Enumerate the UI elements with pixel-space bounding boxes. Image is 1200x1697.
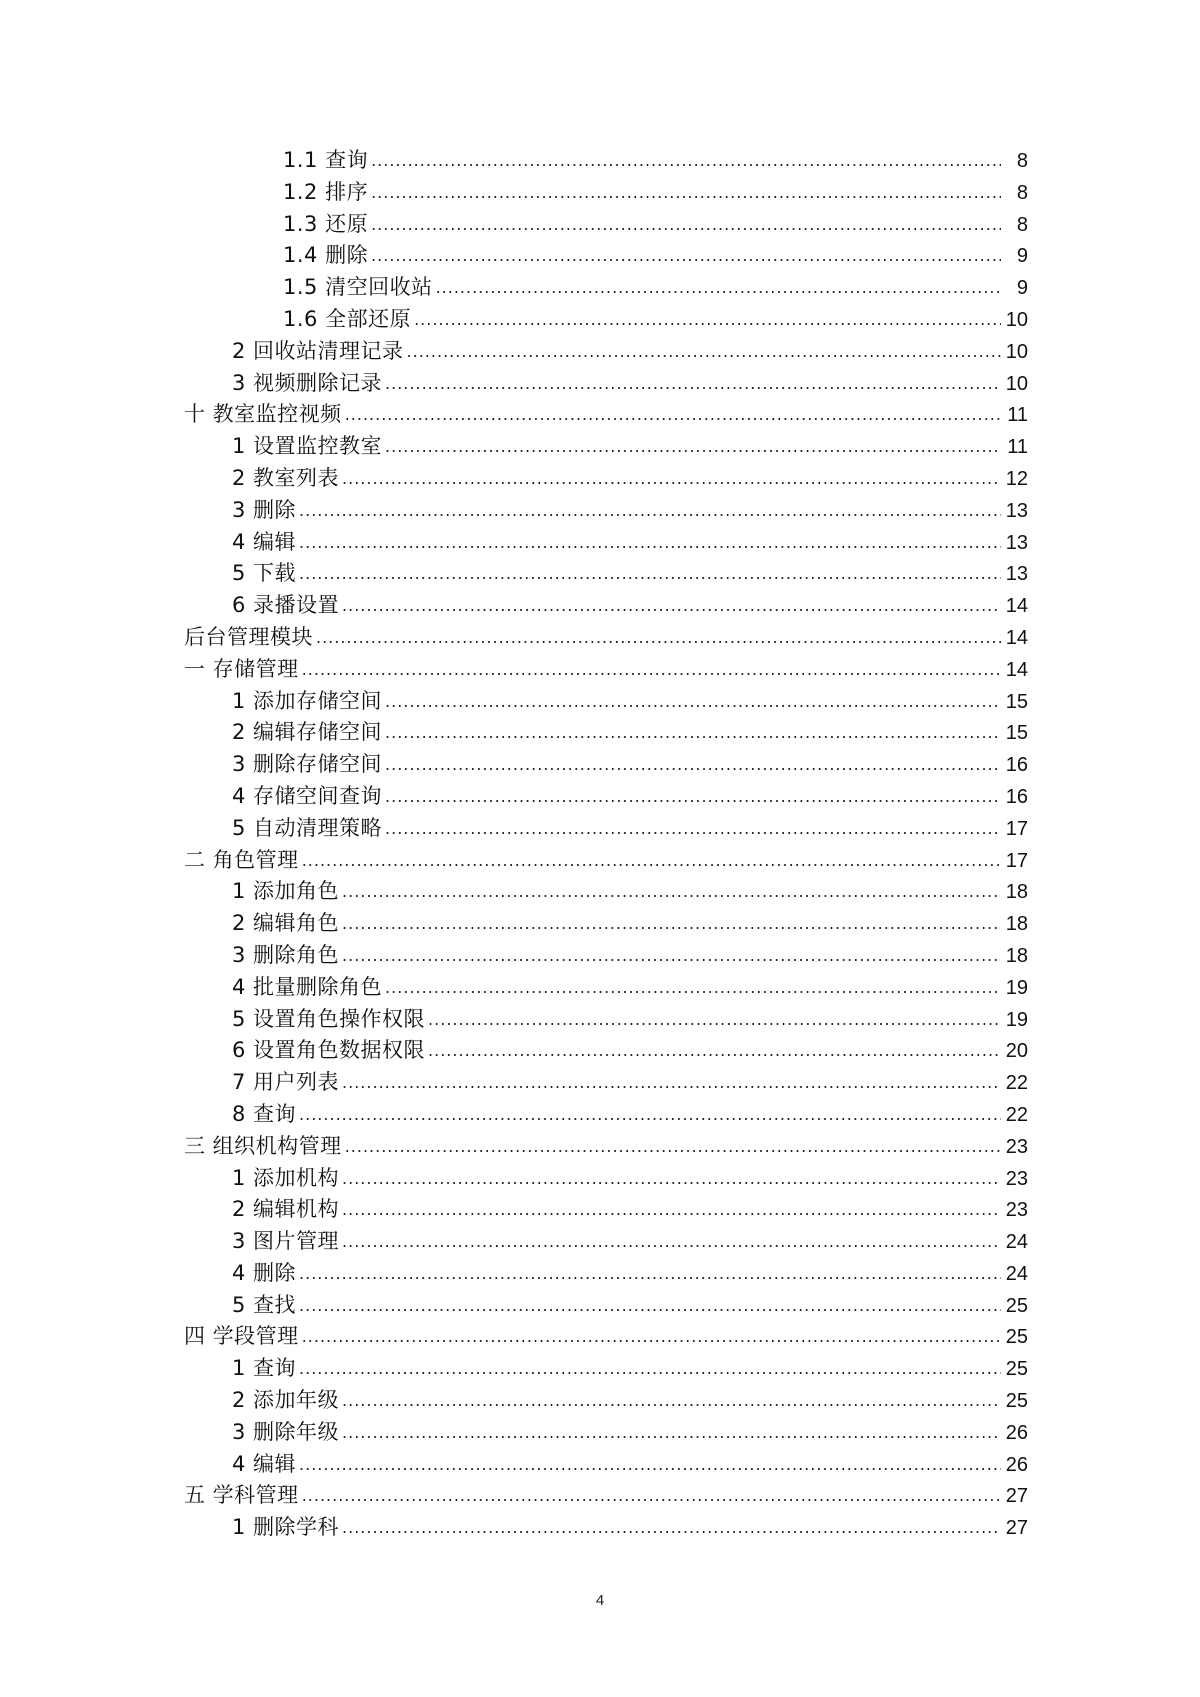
toc-entry-page-number: 25 <box>1005 1358 1028 1381</box>
toc-entry[interactable] <box>0 209 1200 241</box>
toc-entry-page-number: 10 <box>1005 308 1028 331</box>
toc-entry-page-number: 9 <box>1016 277 1028 300</box>
toc-entry-label: 五 学科管理 <box>184 1483 299 1508</box>
toc-entry-page-number: 19 <box>1005 1008 1028 1031</box>
toc-entry[interactable] <box>0 1163 1200 1195</box>
toc-dot-leader <box>342 1067 1001 1099</box>
toc-entry[interactable] <box>0 1067 1200 1099</box>
toc-dot-leader <box>342 908 1001 940</box>
toc-entry[interactable] <box>0 1099 1200 1131</box>
toc-dot-leader <box>299 1290 1001 1322</box>
toc-entry-page-number: 23 <box>1005 1135 1028 1158</box>
toc-entry-label: 3 删除角色 <box>232 942 340 967</box>
toc-entry[interactable] <box>0 813 1200 845</box>
toc-entry[interactable] <box>0 1417 1200 1449</box>
toc-entry-page-number: 11 <box>1007 436 1028 459</box>
toc-entry-page-number: 11 <box>1007 404 1028 427</box>
toc-entry[interactable] <box>0 1226 1200 1258</box>
toc-entry-page-number: 19 <box>1005 976 1028 999</box>
toc-entry[interactable] <box>0 845 1200 877</box>
toc-dot-leader <box>371 145 1001 177</box>
toc-dot-leader <box>371 177 1001 209</box>
toc-dot-leader <box>385 717 1001 749</box>
toc-dot-leader <box>299 527 1001 559</box>
toc-dot-leader <box>299 1099 1001 1131</box>
toc-entry-label: 1.3 还原 <box>283 211 369 236</box>
toc-entry-label: 8 查询 <box>232 1101 297 1126</box>
toc-entry[interactable] <box>0 1321 1200 1353</box>
toc-entry[interactable] <box>0 622 1200 654</box>
toc-entry-label: 1 添加角色 <box>232 879 340 904</box>
toc-entry-label: 一 存储管理 <box>184 656 299 681</box>
toc-entry[interactable] <box>0 1258 1200 1290</box>
toc-entry-label: 6 录播设置 <box>232 593 340 618</box>
toc-entry-page-number: 24 <box>1005 1262 1028 1285</box>
toc-dot-leader <box>436 272 1001 304</box>
toc-entry-page-number: 9 <box>1016 245 1028 268</box>
toc-dot-leader <box>299 558 1001 590</box>
toc-entry-label: 4 编辑 <box>232 529 297 554</box>
toc-entry-label: 四 学段管理 <box>184 1324 299 1349</box>
toc-entry-page-number: 26 <box>1005 1453 1028 1476</box>
toc-entry[interactable] <box>0 399 1200 431</box>
toc-entry-page-number: 17 <box>1005 849 1028 872</box>
toc-entry-page-number: 25 <box>1005 1390 1028 1413</box>
toc-entry[interactable] <box>0 145 1200 177</box>
toc-entry[interactable] <box>0 558 1200 590</box>
toc-entry-label: 5 查找 <box>232 1292 297 1317</box>
toc-entry-label: 二 角色管理 <box>184 847 299 872</box>
toc-dot-leader <box>342 1417 1001 1449</box>
toc-entry-page-number: 23 <box>1005 1167 1028 1190</box>
toc-dot-leader <box>385 813 1001 845</box>
toc-entry-label: 1 设置监控教室 <box>232 434 383 459</box>
toc-entry-label: 2 回收站清理记录 <box>232 338 404 363</box>
toc-dot-leader <box>302 1480 1001 1512</box>
toc-entry[interactable] <box>0 1004 1200 1036</box>
toc-entry[interactable] <box>0 240 1200 272</box>
toc-entry[interactable] <box>0 654 1200 686</box>
toc-entry-label: 5 自动清理策略 <box>232 815 383 840</box>
toc-dot-leader <box>299 1258 1001 1290</box>
toc-dot-leader <box>342 1385 1001 1417</box>
toc-entry-page-number: 8 <box>1016 213 1028 236</box>
toc-entry[interactable] <box>0 1353 1200 1385</box>
toc-entry-label: 1.2 排序 <box>283 179 369 204</box>
toc-entry[interactable] <box>0 940 1200 972</box>
toc-entry-page-number: 18 <box>1005 913 1028 936</box>
toc-entry[interactable] <box>0 1035 1200 1067</box>
toc-dot-leader <box>302 654 1001 686</box>
toc-entry-label: 5 设置角色操作权限 <box>232 1006 426 1031</box>
toc-entry-label: 2 教室列表 <box>232 465 340 490</box>
toc-entry-label: 2 编辑角色 <box>232 911 340 936</box>
toc-dot-leader <box>345 399 1001 431</box>
toc-entry[interactable] <box>0 1194 1200 1226</box>
toc-entry-page-number: 17 <box>1005 817 1028 840</box>
toc-dot-leader <box>342 876 1001 908</box>
toc-entry[interactable] <box>0 908 1200 940</box>
toc-entry-label: 后台管理模块 <box>184 624 313 649</box>
page-number: 4 <box>595 1592 605 1609</box>
toc-dot-leader <box>345 1131 1001 1163</box>
table-of-contents <box>0 145 1200 1544</box>
toc-entry-page-number: 14 <box>1005 595 1028 618</box>
toc-entry-page-number: 14 <box>1005 626 1028 649</box>
toc-entry[interactable] <box>0 590 1200 622</box>
toc-dot-leader <box>385 749 1001 781</box>
toc-dot-leader <box>299 1353 1001 1385</box>
toc-dot-leader <box>316 622 1001 654</box>
toc-entry-page-number: 27 <box>1005 1485 1028 1508</box>
toc-entry-page-number: 24 <box>1005 1231 1028 1254</box>
toc-entry-page-number: 13 <box>1005 563 1028 586</box>
toc-entry-page-number: 22 <box>1005 1072 1028 1095</box>
toc-entry-page-number: 13 <box>1005 499 1028 522</box>
toc-entry-label: 6 设置角色数据权限 <box>232 1038 426 1063</box>
toc-entry-label: 1.5 清空回收站 <box>283 275 433 300</box>
toc-entry-page-number: 27 <box>1005 1517 1028 1540</box>
toc-entry-label: 1.1 查询 <box>283 148 369 172</box>
toc-entry-page-number: 18 <box>1005 881 1028 904</box>
toc-dot-leader <box>342 463 1001 495</box>
toc-dot-leader <box>385 781 1001 813</box>
toc-entry-page-number: 10 <box>1005 372 1028 395</box>
toc-entry-page-number: 18 <box>1005 944 1028 967</box>
toc-dot-leader <box>414 304 1001 336</box>
toc-dot-leader <box>342 940 1001 972</box>
toc-entry-label: 4 删除 <box>232 1260 297 1285</box>
toc-entry[interactable] <box>0 495 1200 527</box>
toc-entry-label: 2 编辑机构 <box>232 1197 340 1222</box>
toc-entry-label: 1 查询 <box>232 1356 297 1381</box>
toc-dot-leader <box>385 972 1001 1004</box>
toc-entry[interactable] <box>0 876 1200 908</box>
toc-entry-page-number: 22 <box>1005 1103 1028 1126</box>
toc-entry-label: 3 视频删除记录 <box>232 370 383 395</box>
toc-entry-page-number: 16 <box>1005 754 1028 777</box>
toc-dot-leader <box>342 1194 1001 1226</box>
toc-dot-leader <box>385 686 1001 718</box>
toc-entry-page-number: 25 <box>1005 1294 1028 1317</box>
toc-entry-label: 4 批量删除角色 <box>232 974 383 999</box>
toc-entry-label: 3 图片管理 <box>232 1229 340 1254</box>
toc-entry[interactable] <box>0 1449 1200 1481</box>
toc-dot-leader <box>428 1004 1001 1036</box>
toc-entry-page-number: 26 <box>1005 1421 1028 1444</box>
toc-dot-leader <box>342 1226 1001 1258</box>
toc-entry-label: 三 组织机构管理 <box>184 1133 342 1158</box>
toc-entry[interactable] <box>0 368 1200 400</box>
toc-entry-label: 十 教室监控视频 <box>184 402 342 427</box>
toc-entry-page-number: 10 <box>1005 340 1028 363</box>
toc-entry-page-number: 23 <box>1005 1199 1028 1222</box>
toc-entry-label: 7 用户列表 <box>232 1070 340 1095</box>
toc-entry-label: 1.4 删除 <box>283 243 369 268</box>
toc-entry[interactable] <box>0 1385 1200 1417</box>
toc-dot-leader <box>371 209 1001 241</box>
toc-entry-page-number: 14 <box>1005 658 1028 681</box>
toc-entry[interactable] <box>0 749 1200 781</box>
toc-dot-leader <box>385 431 1001 463</box>
toc-entry[interactable] <box>0 781 1200 813</box>
toc-dot-leader <box>428 1035 1001 1067</box>
toc-entry-label: 2 编辑存储空间 <box>232 720 383 745</box>
toc-dot-leader <box>302 845 1001 877</box>
toc-entry[interactable] <box>0 1512 1200 1544</box>
toc-entry-page-number: 15 <box>1005 690 1028 713</box>
toc-entry-page-number: 25 <box>1005 1326 1028 1349</box>
toc-dot-leader <box>371 240 1001 272</box>
toc-entry-page-number: 8 <box>1016 150 1028 172</box>
toc-entry-label: 1 添加机构 <box>232 1165 340 1190</box>
toc-entry-page-number: 20 <box>1005 1040 1028 1063</box>
toc-entry-page-number: 15 <box>1005 722 1028 745</box>
toc-entry[interactable] <box>0 463 1200 495</box>
toc-entry-label: 1 添加存储空间 <box>232 688 383 713</box>
toc-entry-page-number: 16 <box>1005 785 1028 808</box>
toc-entry[interactable] <box>0 272 1200 304</box>
toc-dot-leader <box>299 495 1001 527</box>
toc-entry[interactable] <box>0 972 1200 1004</box>
toc-entry-page-number: 12 <box>1005 467 1028 490</box>
toc-entry-label: 4 编辑 <box>232 1451 297 1476</box>
toc-entry-label: 3 删除存储空间 <box>232 752 383 777</box>
toc-entry[interactable] <box>0 177 1200 209</box>
toc-dot-leader <box>342 1512 1001 1544</box>
toc-entry[interactable] <box>0 304 1200 336</box>
toc-entry-label: 1 删除学科 <box>232 1515 340 1540</box>
toc-dot-leader <box>299 1449 1001 1481</box>
toc-dot-leader <box>407 336 1001 368</box>
toc-dot-leader <box>342 590 1001 622</box>
toc-dot-leader <box>385 368 1001 400</box>
toc-entry-page-number: 13 <box>1005 531 1028 554</box>
toc-entry[interactable] <box>0 686 1200 718</box>
toc-entry[interactable] <box>0 1131 1200 1163</box>
toc-entry-label: 3 删除 <box>232 497 297 522</box>
toc-entry-label: 3 删除年级 <box>232 1419 340 1444</box>
toc-entry[interactable] <box>0 336 1200 368</box>
toc-entry-page-number: 8 <box>1016 181 1028 204</box>
toc-entry[interactable] <box>0 1290 1200 1322</box>
toc-dot-leader <box>342 1163 1001 1195</box>
toc-entry[interactable] <box>0 431 1200 463</box>
toc-entry-label: 2 添加年级 <box>232 1388 340 1413</box>
toc-entry[interactable] <box>0 1480 1200 1512</box>
toc-entry[interactable] <box>0 527 1200 559</box>
toc-entry[interactable] <box>0 717 1200 749</box>
toc-entry-label: 4 存储空间查询 <box>232 783 383 808</box>
toc-dot-leader <box>302 1321 1001 1353</box>
toc-entry-label: 5 下载 <box>232 561 297 586</box>
toc-entry-label: 1.6 全部还原 <box>283 306 412 331</box>
